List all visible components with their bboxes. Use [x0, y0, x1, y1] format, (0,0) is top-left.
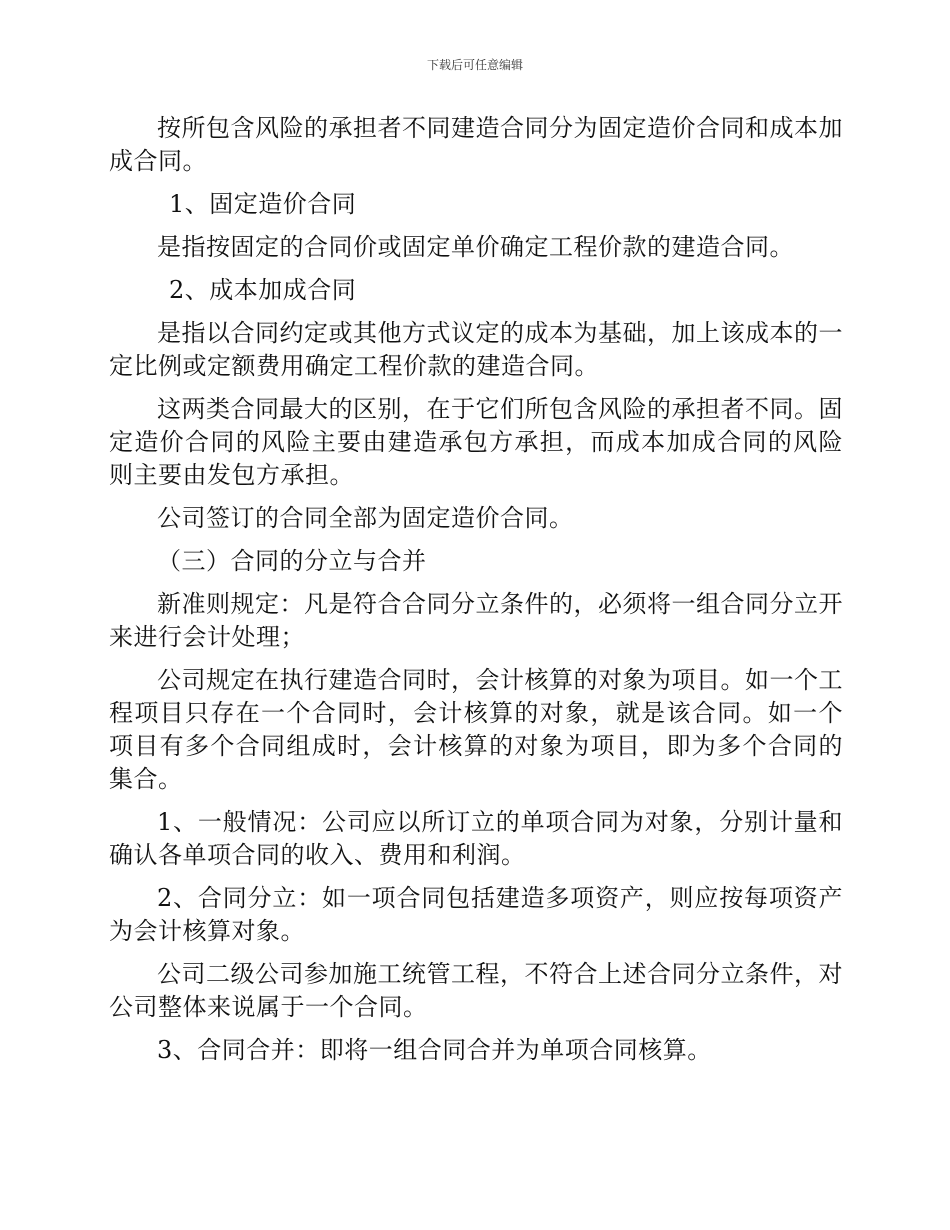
paragraph-contract-types: 按所包含风险的承担者不同建造合同分为固定造价合同和成本加成合同。 [109, 114, 843, 175]
document-body [109, 112, 843, 1077]
paragraph-accounting-object: 公司规定在执行建造合同时，会计核算的对象为项目。如一个工程项目只存在一个合同时，会计核算的对象，就是该合同。如一个项目有多个合同组成时，会计核算的对象为项目，即为多个合同的集合。 [109, 666, 843, 793]
paragraph-fixed-price-definition: 是指按固定的合同价或固定单价确定工程价款的建造合同。 [157, 233, 794, 261]
paragraph-contract-split: 2、合同分立：如一项合同包括建造多项资产，则应按每项资产为会计核算对象。 [109, 884, 843, 945]
paragraph-secondary-company: 公司二级公司参加施工统管工程，不符合上述合同分立条件，对公司整体来说属于一个合同。 [109, 960, 843, 1021]
paragraph-contract-difference: 这两类合同最大的区别，在于它们所包含风险的承担者不同。固定造价合同的风险主要由建造承包方承担，而成本加成合同的风险则主要由发包方承担。 [109, 395, 843, 489]
heading-cost-plus-contract: 2、成本加成合同 [169, 276, 357, 304]
paragraph-contract-merge: 3、合同合并：即将一组合同合并为单项合同核算。 [157, 1036, 712, 1064]
paragraph-company-contracts: 公司签订的合同全部为固定造价合同。 [157, 504, 574, 532]
page-header: 下载后可任意编辑 [426, 58, 523, 72]
paragraph-new-standard: 新准则规定：凡是符合合同分立条件的，必须将一组合同分立开来进行会计处理； [109, 590, 843, 651]
paragraph-cost-plus-definition: 是指以合同约定或其他方式议定的成本为基础，加上该成本的一定比例或定额费用确定工程价款的建造合同。 [109, 319, 843, 380]
paragraph-general-case: 1、一般情况：公司应以所订立的单项合同为对象，分别计量和确认各单项合同的收入、费用和利润。 [109, 808, 843, 869]
section-heading-split-merge: （三）合同的分立与合并 [157, 547, 427, 575]
heading-fixed-price-contract: 1、固定造价合同 [169, 190, 357, 218]
